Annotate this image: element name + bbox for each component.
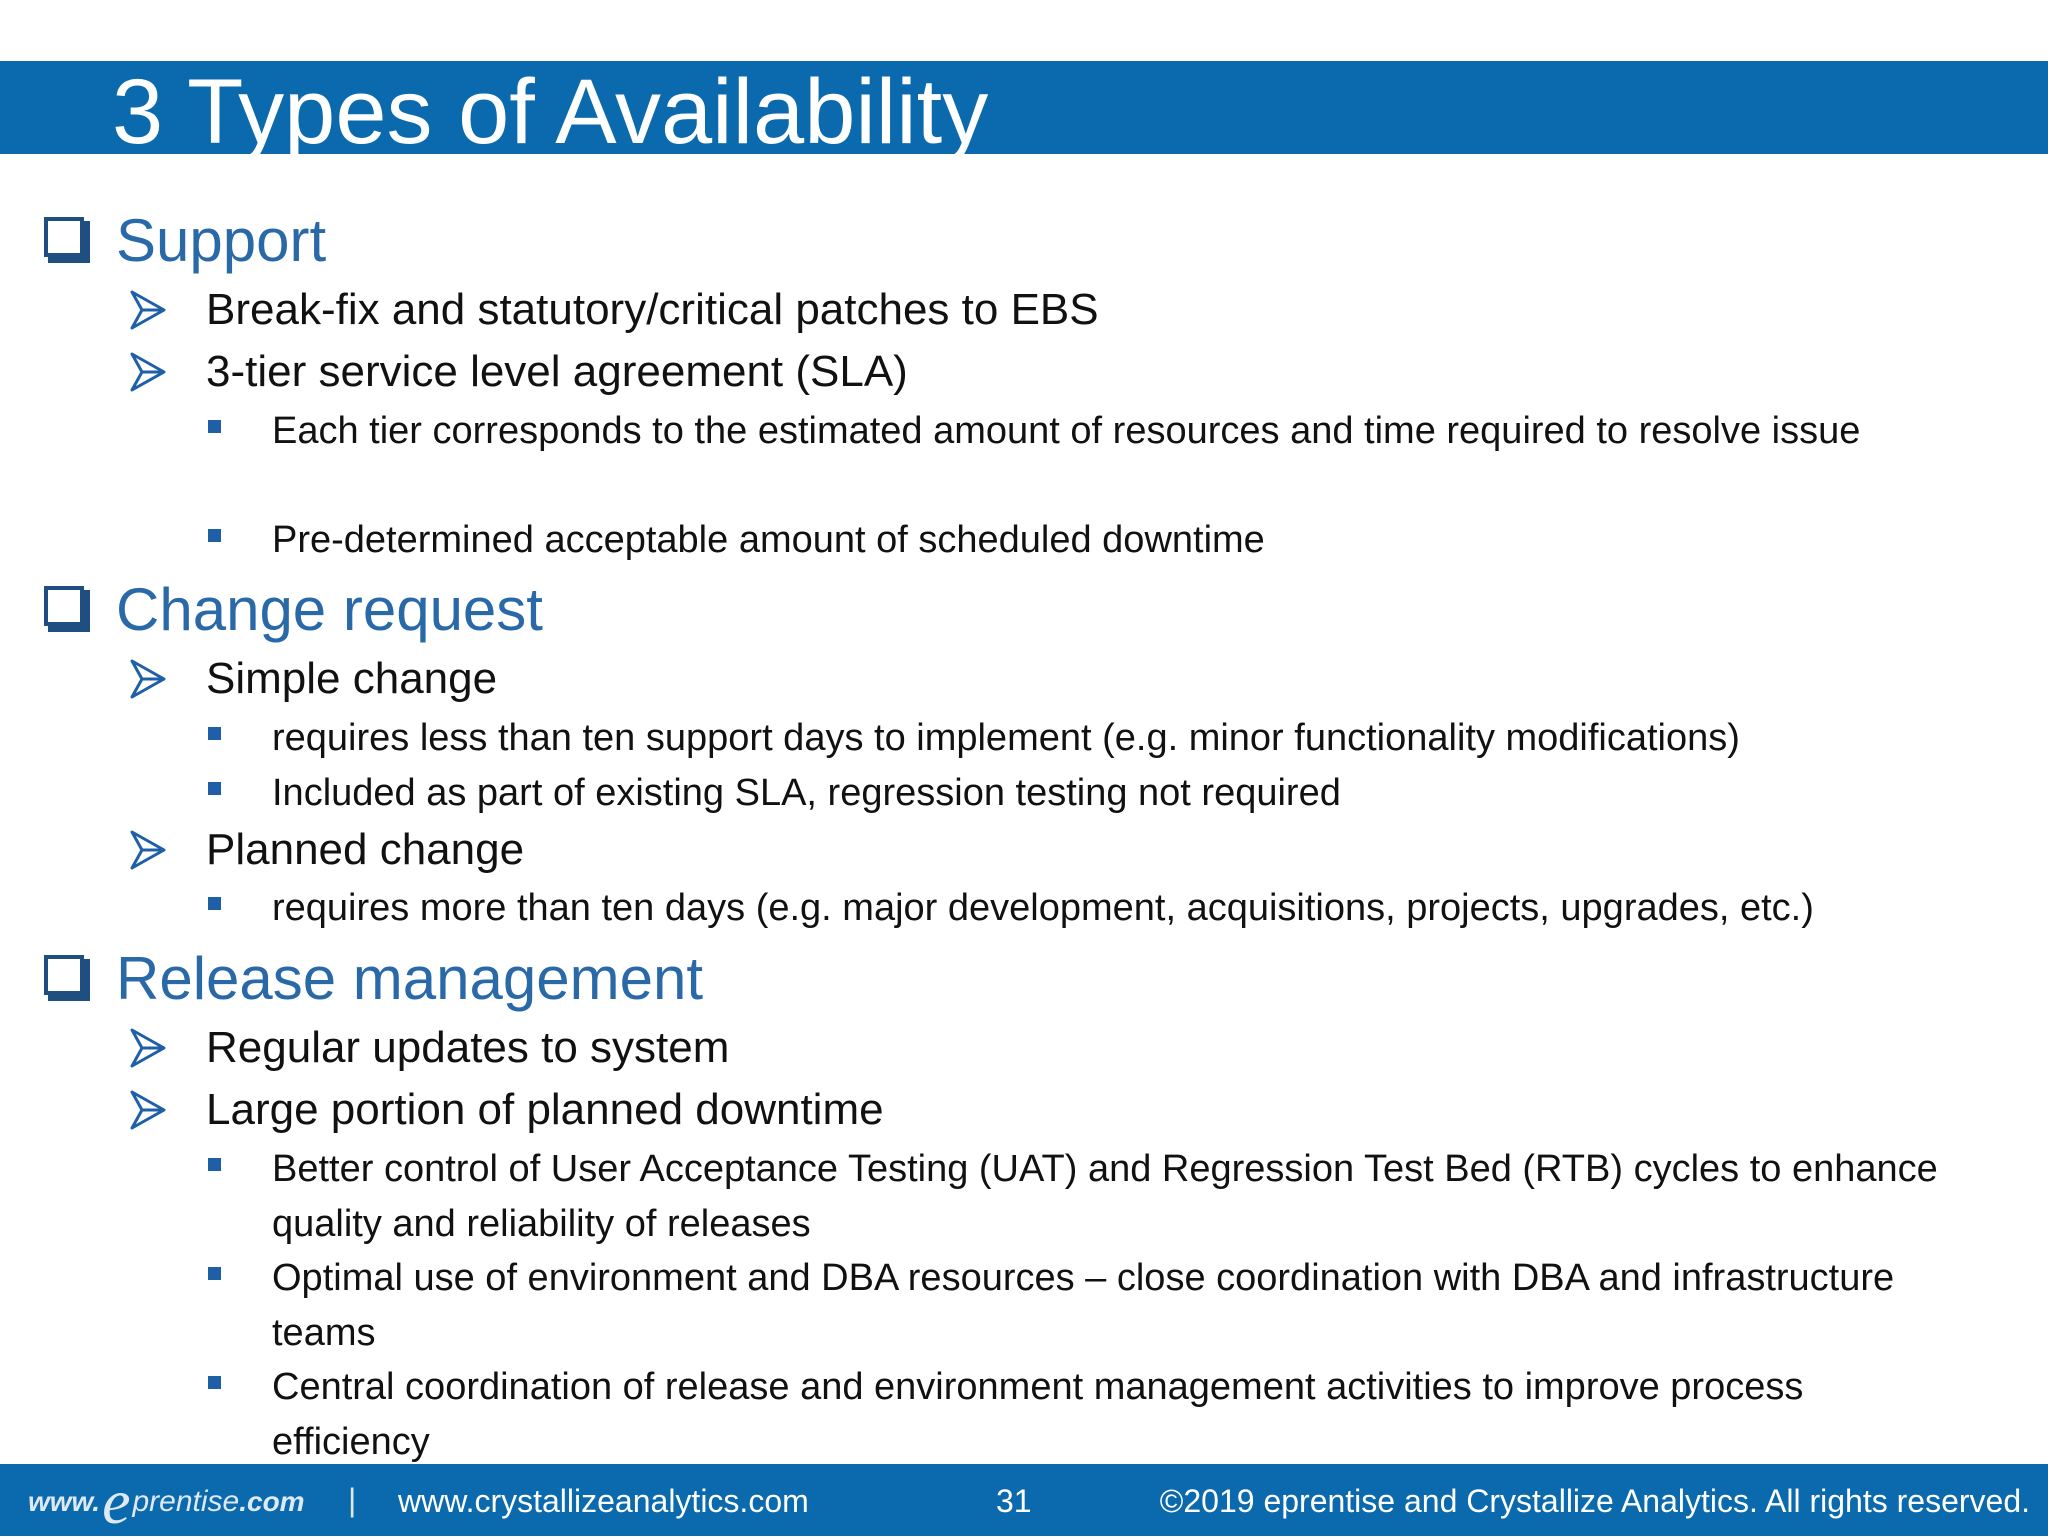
square-bullet-icon xyxy=(208,727,221,740)
square-bullet-icon xyxy=(208,782,221,795)
square-bullet-icon xyxy=(208,1158,221,1171)
eprentise-logo: www. e prentise .com xyxy=(28,1466,305,1537)
sub-list-item xyxy=(208,1251,1968,1361)
list-item xyxy=(130,344,908,400)
sub-list-item-text: Pre-determined acceptable amount of scheduled downtime xyxy=(272,519,1265,561)
copyright-notice: ©2019 eprentise and Crystallize Analytics. All rights reserved. xyxy=(1159,1483,2030,1519)
arrowhead-bullet-icon xyxy=(130,659,166,699)
square-bullet-icon xyxy=(208,1267,221,1280)
slide-title: 3 Types of Availability xyxy=(112,61,989,163)
sub-list-item-text: Central coordination of release and environment management activities to improve process efficiency xyxy=(272,1366,1804,1463)
arrowhead-bullet-icon xyxy=(130,830,166,870)
sub-list-item xyxy=(208,766,1968,821)
square-bullet-icon xyxy=(208,897,221,910)
arrowhead-bullet-icon xyxy=(130,290,166,330)
footer-bar xyxy=(0,1464,2048,1536)
list-item-text: Planned change xyxy=(206,825,525,874)
list-item xyxy=(130,282,1099,338)
arrowhead-bullet-icon xyxy=(130,352,166,392)
arrowhead-bullet-icon xyxy=(130,1028,166,1068)
list-item xyxy=(130,651,497,707)
checkbox-square-icon xyxy=(44,586,90,632)
square-bullet-icon xyxy=(208,420,221,433)
section-heading-change-request xyxy=(44,574,543,644)
checkbox-square-icon xyxy=(44,217,90,263)
section-heading-text: Support xyxy=(116,206,327,274)
checkbox-square-icon xyxy=(44,955,90,1001)
section-heading-text: Change request xyxy=(116,575,543,643)
square-bullet-icon xyxy=(208,1376,221,1389)
list-item xyxy=(130,1020,729,1076)
list-item xyxy=(130,1082,884,1138)
sub-list-item-text: Better control of User Acceptance Testing (UAT) and Regression Test Bed (RTB) cycles to enhance quality and reliability of releases xyxy=(272,1148,1938,1245)
list-item-text: 3-tier service level agreement (SLA) xyxy=(206,347,908,396)
sub-list-item-text: requires less than ten support days to implement (e.g. minor functionality modifications) xyxy=(272,717,1740,759)
square-bullet-icon xyxy=(208,529,221,542)
footer-separator: | xyxy=(348,1482,357,1518)
sub-list-item xyxy=(208,513,1968,568)
sub-list-item xyxy=(208,1142,1968,1252)
sub-list-item xyxy=(208,881,1968,936)
sub-list-item xyxy=(208,1360,1968,1470)
list-item-text: Large portion of planned downtime xyxy=(206,1085,884,1134)
arrowhead-bullet-icon xyxy=(130,1090,166,1130)
sub-list-item-text: requires more than ten days (e.g. major development, acquisitions, projects, upgrades, etc.) xyxy=(272,887,1814,929)
list-item-text: Simple change xyxy=(206,654,498,703)
section-heading-support xyxy=(44,205,326,275)
section-heading-text: Release management xyxy=(116,944,704,1012)
section-heading-release-management xyxy=(44,943,703,1013)
sub-list-item xyxy=(208,404,1968,459)
sub-list-item-text: Included as part of existing SLA, regression testing not required xyxy=(272,772,1341,814)
sub-list-item-text: Optimal use of environment and DBA resources – close coordination with DBA and infrastructure teams xyxy=(272,1257,1895,1354)
footer-website: www.crystallizeanalytics.com xyxy=(398,1483,809,1519)
list-item-text: Regular updates to system xyxy=(206,1023,730,1072)
list-item-text: Break-fix and statutory/critical patches to EBS xyxy=(206,285,1099,334)
page-number: 31 xyxy=(996,1483,1032,1519)
list-item xyxy=(130,822,524,878)
sub-list-item xyxy=(208,711,1968,766)
sub-list-item-text: Each tier corresponds to the estimated amount of resources and time required to resolve issue xyxy=(272,410,1861,452)
